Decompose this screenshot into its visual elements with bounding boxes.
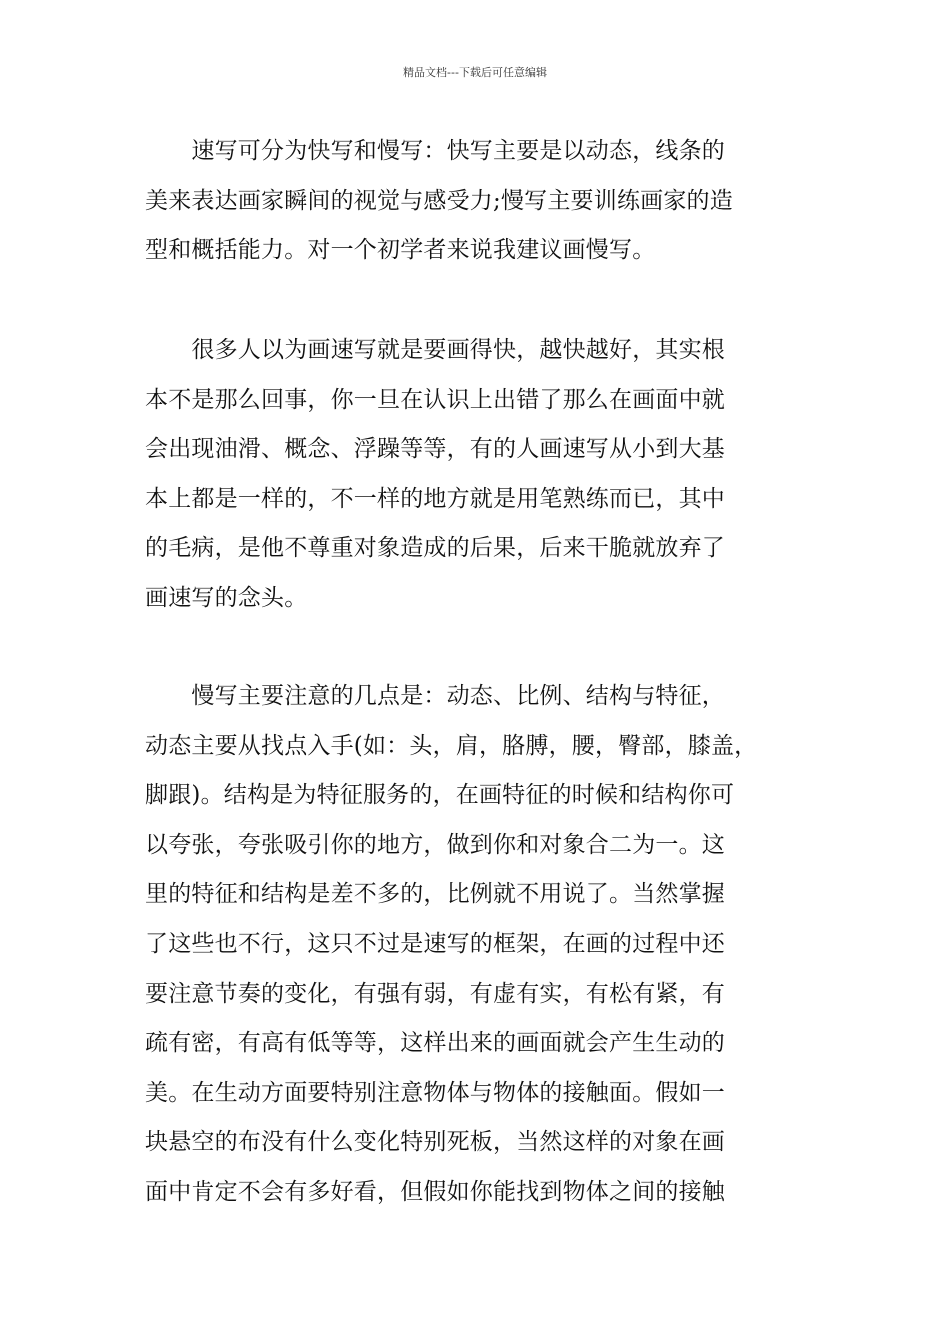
paragraph-1 bbox=[145, 127, 825, 276]
paragraph-line: 动态主要从找点入手(如：头，肩，胳膊，腰，臀部，膝盖， bbox=[145, 732, 758, 759]
paragraph-line: 块悬空的布没有什么变化特别死板，当然这样的对象在画 bbox=[145, 1129, 725, 1156]
paragraph-line: 画速写的念头。 bbox=[145, 584, 308, 611]
paragraph-line: 很多人以为画速写就是要画得快，越快越好，其实根 bbox=[145, 337, 725, 363]
paragraph-2 bbox=[145, 326, 825, 624]
paragraph-line: 美来表达画家瞬间的视觉与感受力;慢写主要训练画家的造 bbox=[145, 187, 733, 214]
paragraph-line: 了这些也不行，这只不过是速写的框架，在画的过程中还 bbox=[145, 930, 725, 957]
paragraph-line: 速写可分为快写和慢写：快写主要是以动态，线条的 bbox=[145, 138, 725, 164]
paragraph-3 bbox=[145, 672, 825, 1218]
paragraph-line: 美。在生动方面要特别注意物体与物体的接触面。假如一 bbox=[145, 1079, 725, 1106]
paragraph-line: 本不是那么回事，你一旦在认识上出错了那么在画面中就 bbox=[145, 386, 725, 413]
paragraph-line: 的毛病，是他不尊重对象造成的后果，后来干脆就放弃了 bbox=[145, 535, 725, 562]
paragraph-line: 型和概括能力。对一个初学者来说我建议画慢写。 bbox=[145, 237, 656, 264]
paragraph-line: 里的特征和结构是差不多的，比例就不用说了。当然掌握 bbox=[145, 881, 725, 908]
paragraph-line: 脚跟)。结构是为特征服务的，在画特征的时候和结构你可 bbox=[145, 782, 735, 809]
paragraph-line: 以夸张，夸张吸引你的地方，做到你和对象合二为一。这 bbox=[145, 831, 725, 858]
page-header: 精品文档---下载后可任意编辑 bbox=[403, 66, 547, 79]
paragraph-line: 慢写主要注意的几点是：动态、比例、结构与特征， bbox=[145, 683, 725, 709]
paragraph-line: 会出现油滑、概念、浮躁等等，有的人画速写从小到大基 bbox=[145, 436, 725, 463]
paragraph-line: 疏有密，有高有低等等，这样出来的画面就会产生生动的 bbox=[145, 1030, 725, 1057]
paragraph-line: 本上都是一样的，不一样的地方就是用笔熟练而已，其中 bbox=[145, 485, 725, 512]
paragraph-line: 要注意节奏的变化，有强有弱，有虚有实，有松有紧，有 bbox=[145, 980, 725, 1007]
paragraph-line: 面中肯定不会有多好看，但假如你能找到物体之间的接触 bbox=[145, 1178, 725, 1205]
